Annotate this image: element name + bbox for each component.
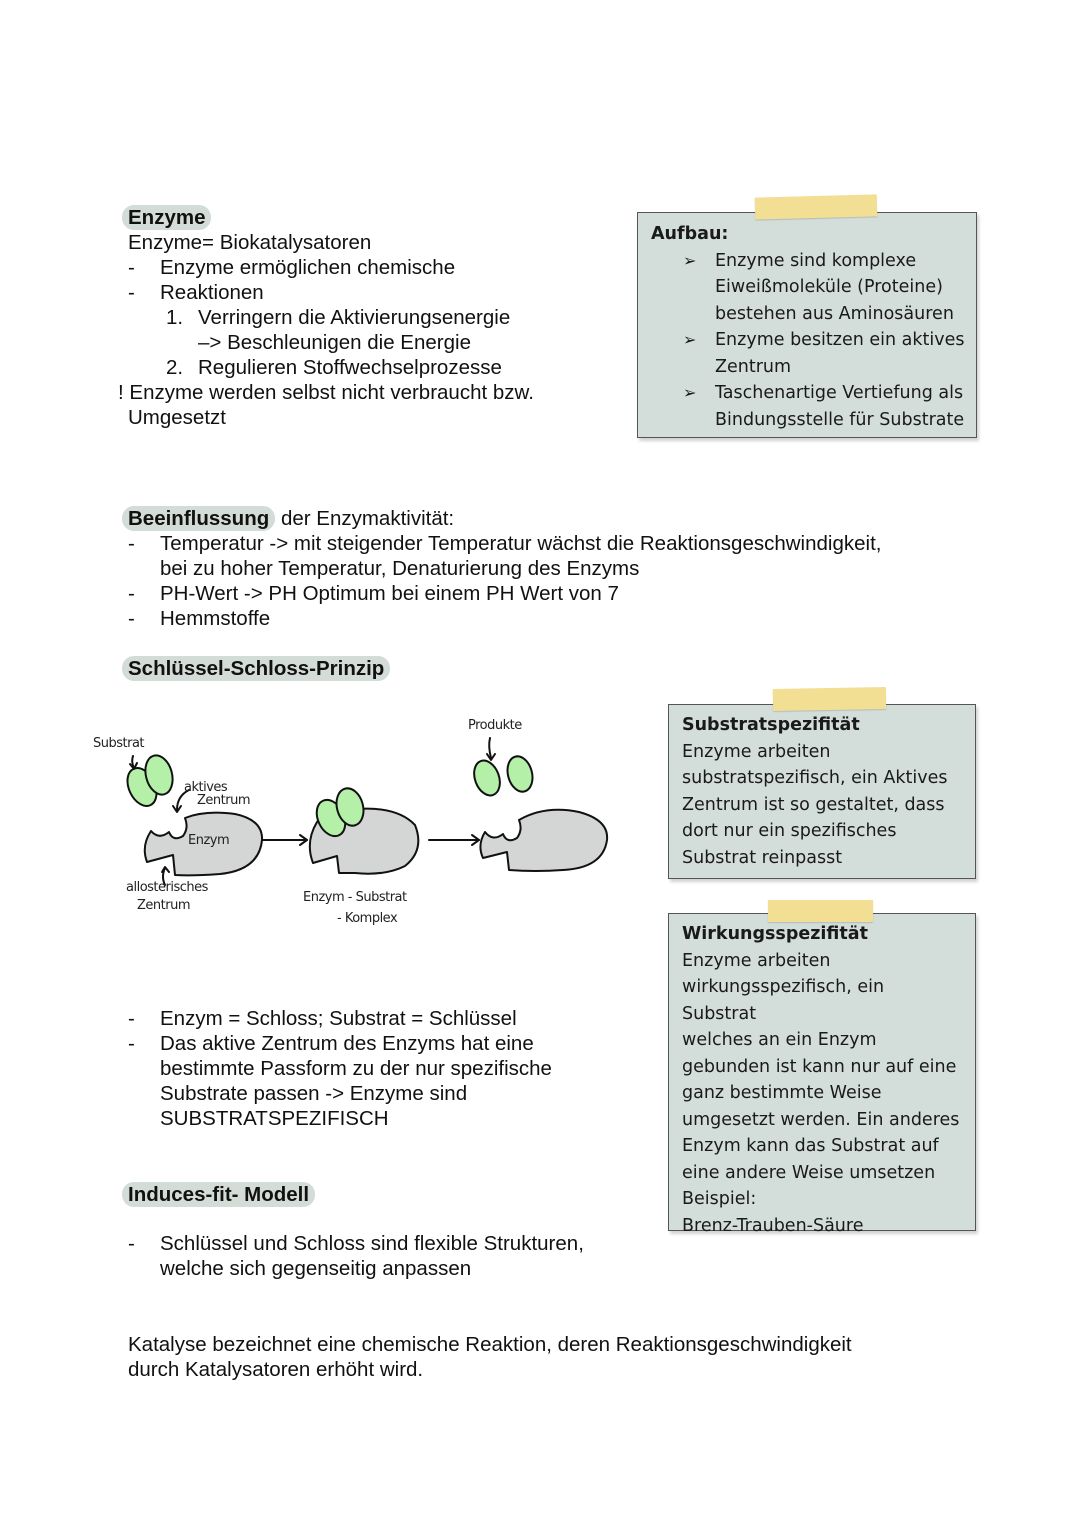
tape-decoration — [768, 900, 873, 922]
arrow-bullet-icon: ➢ — [683, 250, 697, 270]
list-item: - Enzyme ermöglichen chemische — [128, 256, 456, 279]
list-item: - PH-Wert -> PH Optimum bei einem PH Wert von 7 — [128, 582, 619, 605]
numbered-item: 2. Regulieren Stoffwechselprozesse — [166, 356, 502, 379]
list-item: - Reaktionen — [128, 281, 264, 304]
note-wirkungsspezifitaet: Wirkungsspezifität Enzyme arbeiten wirkungsspezifisch, ein Substrat welches an ein Enzym gebunden ist kann nur auf eine ganz bestimmte Weise umgesetzt werden. Ein anderes Enzym kann das Substrat auf eine andere Weise umsetzen Beispiel: Brenz-Trauben-Säure — [668, 913, 976, 1231]
label-produkte: Produkte — [468, 718, 522, 733]
enzyme-note-cont: Umgesetzt — [128, 406, 226, 429]
section-enzyme — [118, 205, 534, 430]
label-substrat: Substrat — [93, 736, 145, 751]
section-induced-fit — [128, 1182, 315, 1207]
tape-decoration — [773, 687, 886, 711]
enzyme-note: ! Enzyme werden selbst nicht verbraucht bzw. — [118, 381, 534, 404]
label-aktives: aktives — [184, 780, 228, 795]
note-substratspezifitaet: Substratspezifität Enzyme arbeiten substratspezifisch, ein Aktives Zentrum ist so gestaltet, dass dort nur ein spezifisches Substrat reinpasst — [668, 704, 976, 879]
section-schluessel-bullets — [128, 1006, 552, 1131]
label-zentrum-allosterisch: Zentrum — [137, 898, 190, 913]
note-aufbau-title: Aufbau: — [651, 224, 729, 244]
label-enzym-substrat: Enzym - Substrat — [303, 890, 407, 905]
label-komplex: - Komplex — [337, 911, 398, 926]
label-zentrum-aktiv: Zentrum — [197, 793, 250, 808]
list-item: - Das aktive Zentrum des Enzyms hat eine bestimmte Passform zu der nur spezifische Substrate passen -> Enzyme sind SUBSTRATSPEZIFISCH — [128, 1032, 552, 1130]
label-enzym: Enzym — [188, 833, 230, 848]
note-substrat-title: Substratspezifität — [682, 715, 860, 735]
numbered-item: 1. Verringern die Aktivierungsenergie — [166, 306, 511, 329]
list-item: ➢ Enzyme sind komplexe Eiweißmoleküle (Proteine) bestehen aus Aminosäuren — [651, 248, 964, 328]
section-induced-fit-bullets — [128, 1231, 584, 1281]
section-beeinflussung: Beeinflussung der Enzymaktivität: - Temperatur -> mit steigender Temperatur wächst die Reaktionsgeschwindigkeit, bei zu hoher Temperatur, Denaturierung des Enzyms - PH-Wert -> PH Optimum bei einem PH Wert von 7 - Hemmstoffe — [128, 506, 881, 631]
section-schluessel-heading — [128, 656, 390, 681]
list-item: ➢ Taschenartige Vertiefung als Bindungsstelle für Substrate — [651, 380, 964, 433]
label-allosterisches: allosterisches — [126, 880, 208, 895]
arrow-bullet-icon: ➢ — [683, 383, 697, 402]
list-item: - Hemmstoffe — [128, 607, 271, 630]
tape-decoration — [755, 194, 878, 219]
list-item: ➢ Enzyme besitzen ein aktives Zentrum — [651, 327, 964, 380]
list-item: - Temperatur -> mit steigender Temperatur wächst die Reaktionsgeschwindigkeit, bei zu hoher Temperatur, Denaturierung des Enzyms — [128, 532, 882, 580]
arrow-bullet-icon: ➢ — [683, 330, 697, 349]
heading-enzyme: Enzyme — [122, 205, 211, 230]
enzyme-definition: Enzyme= Biokatalysatoren — [128, 231, 372, 254]
lock-and-key-diagram — [85, 700, 625, 940]
list-item: - Schlüssel und Schloss sind flexible Strukturen, welche sich gegenseitig anpassen — [128, 1232, 584, 1280]
numbered-item: –> Beschleunigen die Energie — [198, 331, 471, 354]
note-wirkung-title: Wirkungsspezifität — [682, 924, 868, 944]
note-aufbau — [637, 212, 977, 438]
heading-induced-fit: Induces-fit- Modell — [122, 1182, 315, 1207]
list-item: - Enzym = Schloss; Substrat = Schlüssel — [128, 1007, 517, 1030]
katalyse-definition: Katalyse bezeichnet eine chemische Reaktion, deren Reaktionsgeschwindigkeit durch Katalysatoren erhöht wird. — [128, 1333, 852, 1381]
heading-schluessel-schloss: Schlüssel-Schloss-Prinzip — [122, 656, 390, 681]
heading-beeinflussung: Beeinflussung — [122, 506, 275, 531]
